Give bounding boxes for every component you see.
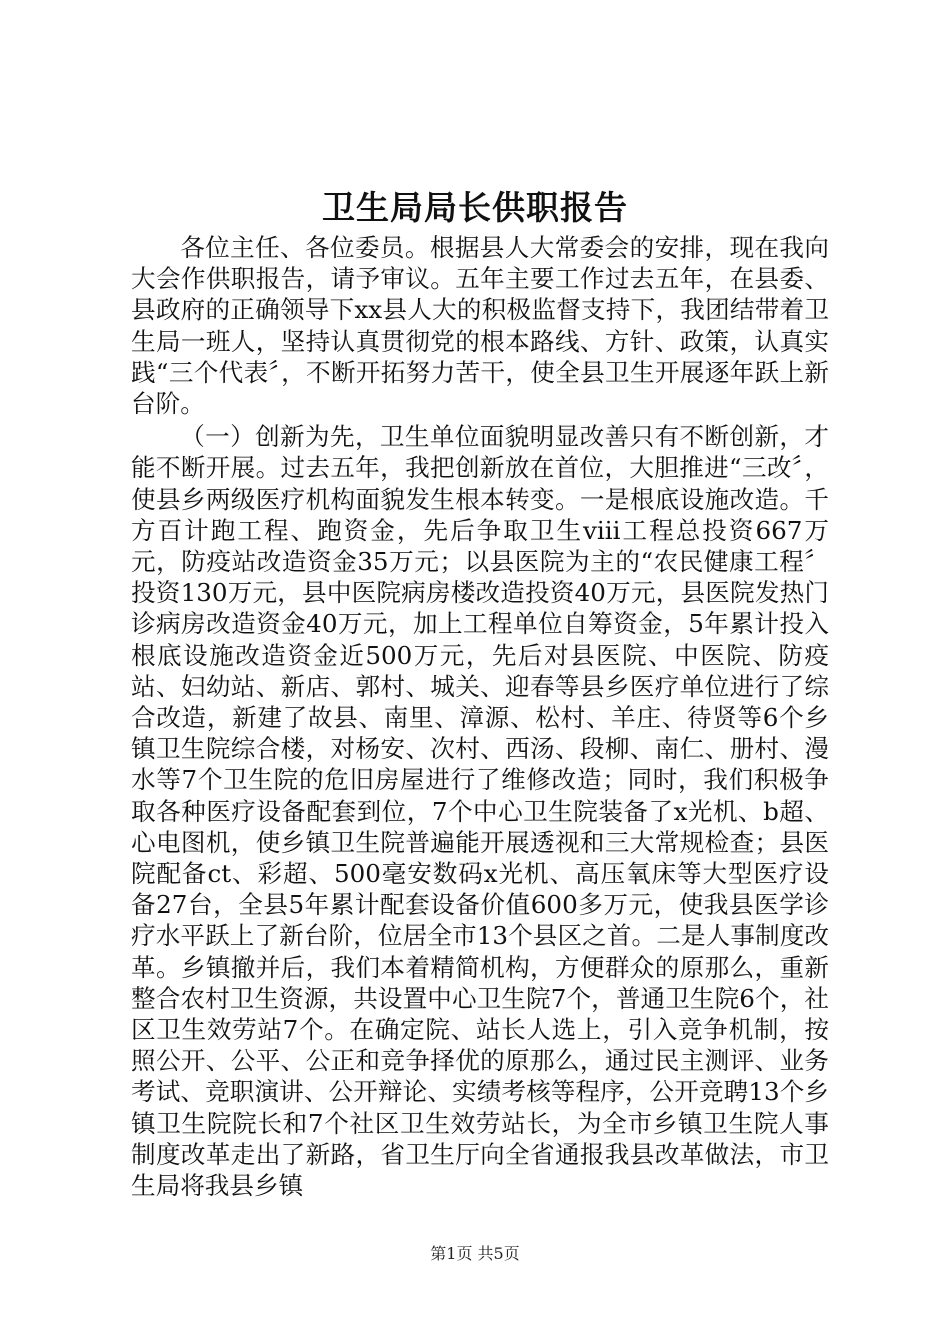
- paragraph-innovation: （一）创新为先，卫生单位面貌明显改善只有不断创新，才能不断开展。过去五年，我把创新放在首位，大胆推进“三改〞，使县乡两级医疗机构面貌发生根本转变。一是根底设施改造。千方百计跑工程、跑资金，先后争取卫生ⅷ工程总投资667万元，防疫站改造资金35万元；以县医院为主的“农民健康工程〞投资130万元，县中医院病房楼改造投资40万元，县医院发热门诊病房改造资金40万元，加上工程单位自筹资金，5年累计投入根底设施改造资金近500万元，先后对县医院、中医院、防疫站、妇幼站、新店、郭村、城关、迎春等县乡医疗单位进行了综合改造，新建了故县、南里、漳源、松村、羊庄、待贤等6个乡镇卫生院综合楼，对杨安、次村、西汤、段柳、南仁、册村、漫水等7个卫生院的危旧房屋进行了维修改造；同时，我们积极争取各种医疗设备配套到位，7个中心卫生院装备了x光机、b超、心电图机，使乡镇卫生院普遍能开展透视和三大常规检查；县医院配备ct、彩超、500毫安数码x光机、高压氧床等大型医疗设备27台，全县5年累计配套设备价值600多万元，使我县医学诊疗水平跃上了新台阶，位居全市13个县区之首。二是人事制度改革。乡镇撤并后，我们本着精简机构，方便群众的原那么，重新整合农村卫生资源，共设置中心卫生院7个，普通卫生院6个，社区卫生效劳站7个。在确定院、站长人选上，引入竞争机制，按照公开、公平、公正和竞争择优的原那么，通过民主测评、业务考试、竞职演讲、公开辩论、实绩考核等程序，公开竞聘13个乡镇卫生院院长和7个社区卫生效劳站长，为全市乡镇卫生院人事制度改革走出了新路，省卫生厅向全省通报我县改革做法，市卫生局将我县乡镇: [131, 422, 829, 1201]
- document-body: [131, 232, 829, 1201]
- document-title: 卫生局局长供职报告: [322, 188, 628, 227]
- page-footer: 第1页 共5页: [430, 1244, 520, 1263]
- paragraph-opening: 各位主任、各位委员。根据县人大常委会的安排，现在我向大会作供职报告，请予审议。五年主要工作过去五年，在县委、县政府的正确领导下xx县人大的积极监督支持下，我团结带着卫生局一班人，坚持认真贯彻党的根本路线、方针、政策，认真实践“三个代表〞，不断开拓努力苦干，使全县卫生开展逐年跃上新台阶。: [131, 233, 829, 419]
